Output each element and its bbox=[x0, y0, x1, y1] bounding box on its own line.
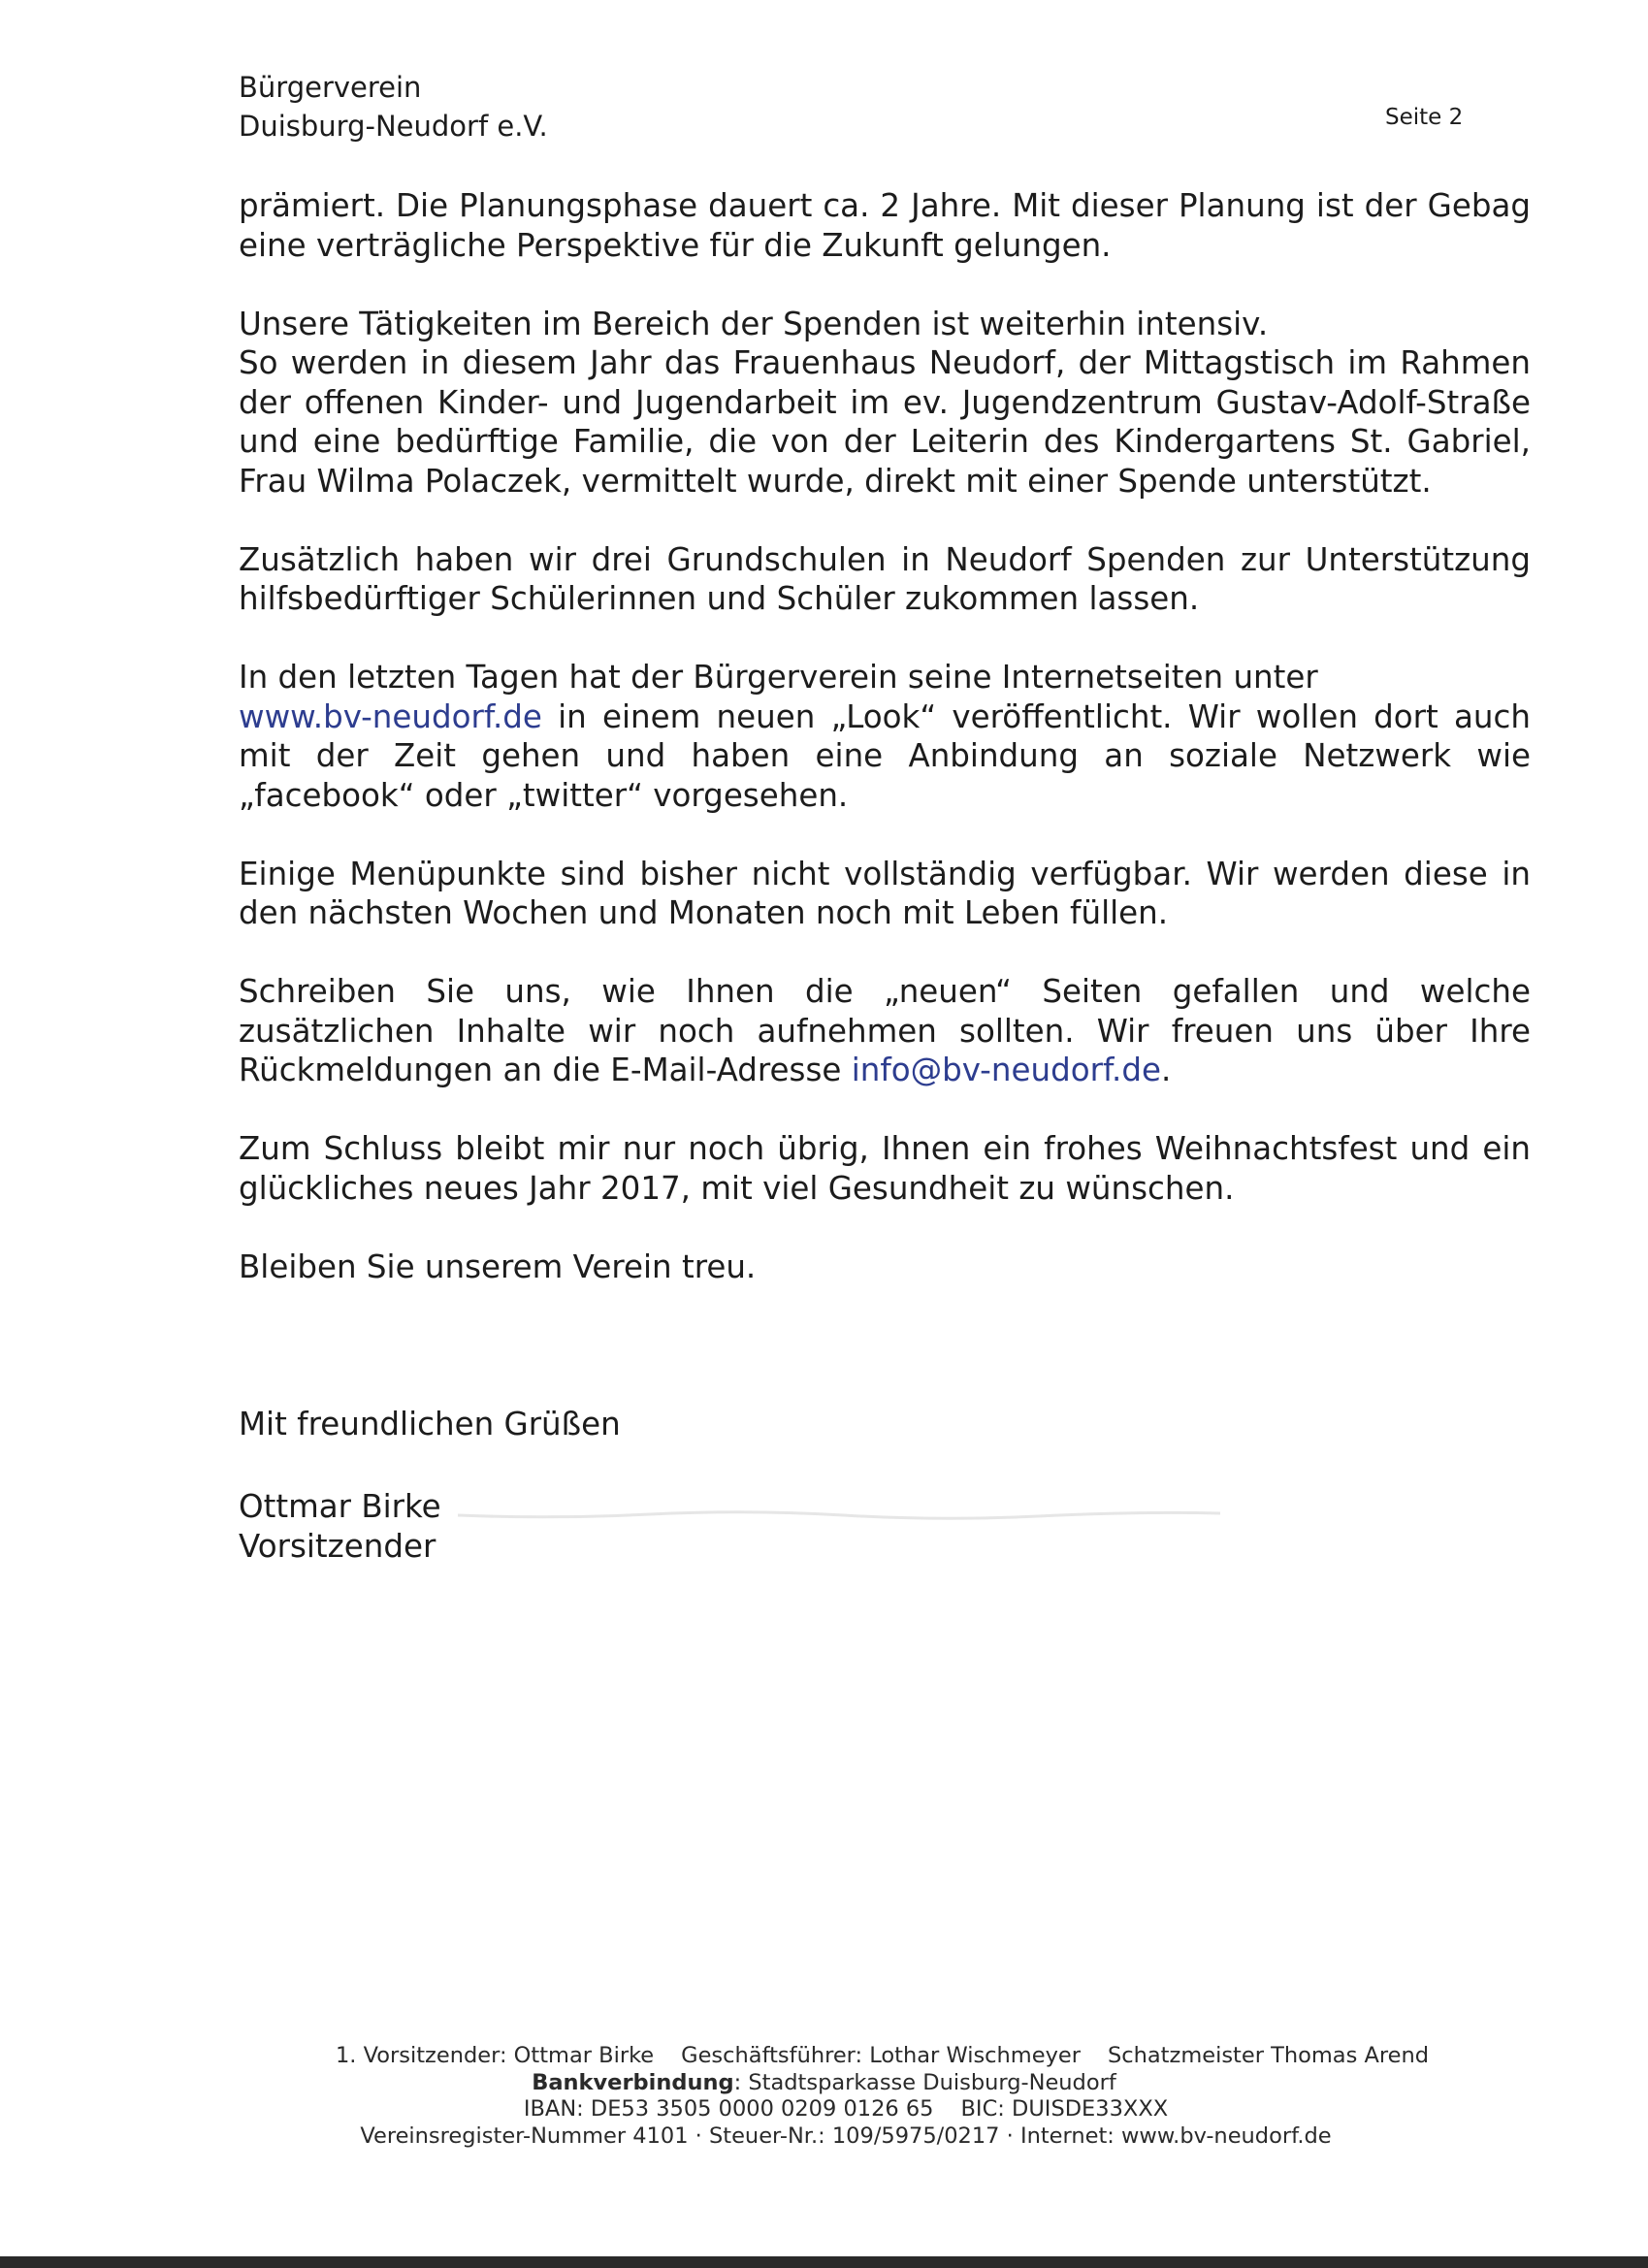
footer-iban: IBAN: DE53 3505 0000 0209 0126 65 bbox=[523, 2096, 934, 2122]
footer-bank-value: : Stadtsparkasse Duisburg-Neudorf bbox=[733, 2069, 1116, 2095]
feedback-text: Schreiben Sie uns, wie Ihnen die „neuen“ Seiten gefallen und welche zusätzlichen Inhalte wir noch aufnehmen sollten. Wir freuen uns über Ihre Rückmeldungen an die E-Mail-Adresse bbox=[239, 973, 1531, 1088]
org-location: Duisburg-Neudorf e.V. bbox=[239, 110, 548, 143]
paragraph-website bbox=[239, 658, 1531, 815]
letter-body bbox=[239, 186, 1531, 1326]
paragraph-greetings: Zum Schluss bleibt mir nur noch übrig, Ihnen ein frohes Weihnachtsfest und ein glückliches neues Jahr 2017, mit viel Gesundheit zu wünschen. bbox=[239, 1130, 1531, 1207]
signer-role: Vorsitzender bbox=[239, 1527, 436, 1565]
footer-bank bbox=[0, 2070, 1648, 2097]
email-link[interactable]: info@bv-neudorf.de bbox=[851, 1052, 1161, 1088]
footer-manager: Geschäftsführer: Lothar Wischmeyer bbox=[681, 2043, 1081, 2068]
feedback-end: . bbox=[1161, 1052, 1172, 1088]
paragraph-feedback bbox=[239, 972, 1531, 1090]
footer-treasurer: Schatzmeister Thomas Arend bbox=[1107, 2043, 1430, 2068]
paragraph-donations bbox=[239, 305, 1531, 502]
footer-chair: 1. Vorsitzender: Ottmar Birke bbox=[335, 2043, 655, 2068]
footer-register: Vereinsregister-Nummer 4101 · Steuer-Nr.: 109/5975/0217 · Internet: www.bv-neudorf.de bbox=[360, 2122, 1332, 2149]
donations-intro: Unsere Tätigkeiten im Bereich der Spenden ist weiterhin intensiv. bbox=[239, 305, 1269, 342]
letter-footer bbox=[0, 2043, 1648, 2150]
paragraph-loyalty: Bleiben Sie unserem Verein treu. bbox=[239, 1247, 757, 1285]
faint-scan-trace bbox=[456, 1506, 1222, 1523]
website-link[interactable]: www.bv-neudorf.de bbox=[239, 697, 542, 735]
footer-officers bbox=[0, 2043, 1648, 2070]
website-intro: In den letzten Tagen hat der Bürgerverein seine Internetseiten unter bbox=[239, 659, 1318, 696]
org-name: Bürgerverein bbox=[239, 71, 422, 104]
letterhead-org bbox=[239, 68, 548, 146]
donations-detail: So werden in diesem Jahr das Frauenhaus Neudorf, der Mittagstisch im Rahmen der offenen Kinder- und Jugendarbeit im ev. Jugendzentrum Gustav-Adolf-Straße und eine bedürftige Familie, die von der Leiterin des Kindergartens St. Gabriel, Frau Wilma Polaczek, vermittelt wurde, direkt mit einer Spende unterstützt. bbox=[239, 344, 1531, 500]
paragraph-planning: prämiert. Die Planungsphase dauert ca. 2 Jahre. Mit dieser Planung ist der Gebag eine verträgliche Perspektive für die Zukunft gelungen. bbox=[239, 187, 1531, 264]
scan-edge bbox=[0, 2256, 1648, 2268]
footer-bic: BIC: DUISDE33XXX bbox=[960, 2096, 1169, 2122]
closing-salutation: Mit freundlichen Grüßen bbox=[239, 1406, 621, 1442]
signer-name: Ottmar Birke bbox=[239, 1488, 441, 1525]
page-number: Seite 2 bbox=[1385, 105, 1464, 130]
paragraph-menu: Einige Menüpunkte sind bisher nicht vollständig verfügbar. Wir werden diese in den nächsten Wochen und Monaten noch mit Leben füllen. bbox=[239, 855, 1531, 931]
footer-account bbox=[0, 2096, 1648, 2123]
paragraph-schools: Zusätzlich haben wir drei Grundschulen in Neudorf Spenden zur Unterstützung hilfsbedürftiger Schülerinnen und Schüler zukommen lassen. bbox=[239, 540, 1531, 617]
website-detail: in einem neuen „Look“ veröffentlicht. Wir wollen dort auch mit der Zeit gehen und haben eine Anbindung an soziale Netzwerk wie „facebook“ oder „twitter“ vorgesehen. bbox=[239, 697, 1531, 814]
signature-block bbox=[239, 1487, 441, 1566]
footer-bank-label: Bankverbindung bbox=[532, 2069, 734, 2095]
